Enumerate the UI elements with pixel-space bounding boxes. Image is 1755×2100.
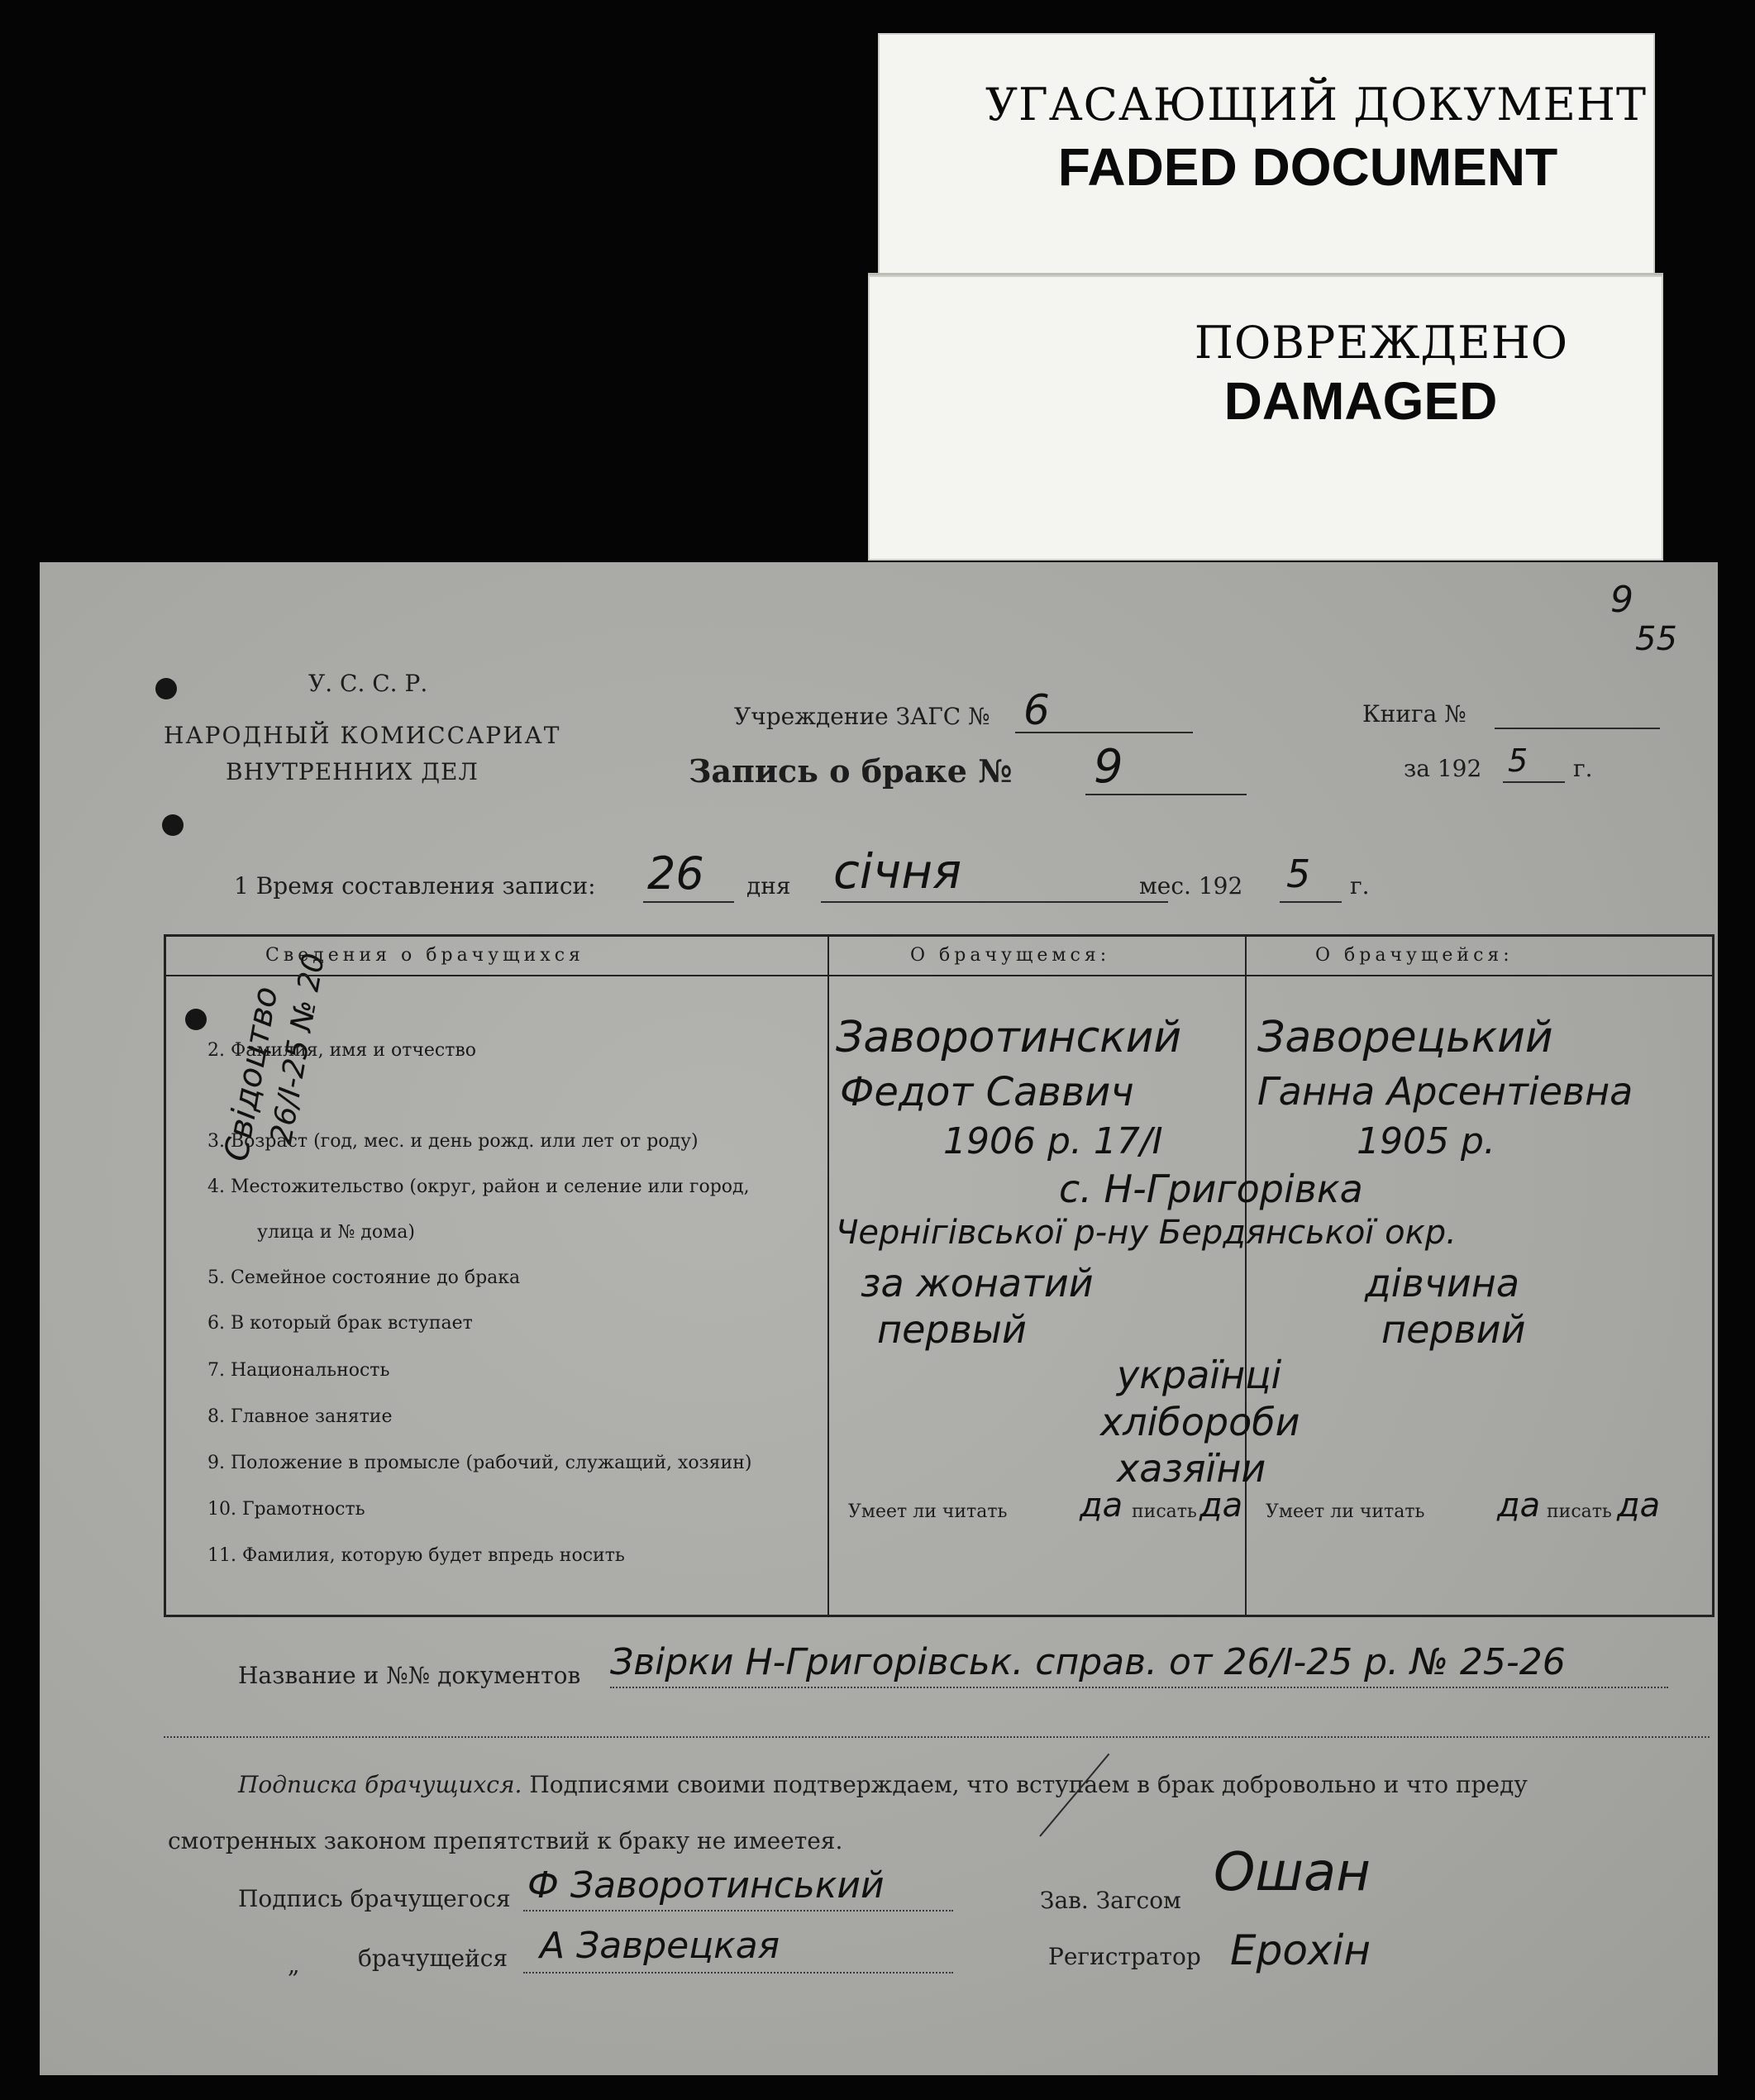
occupation-value: хлібороби xyxy=(1100,1400,1300,1444)
row-label-marital: 5. Семейное состояние до брака xyxy=(207,1267,521,1288)
row-label-residence: 4. Местожительство (округ, район и селение или город, xyxy=(207,1176,750,1197)
row-label-name: 2. Фамилия, имя и отчество xyxy=(207,1040,477,1061)
row-label-literacy: 10. Грамотность xyxy=(207,1499,365,1520)
margin-note-line-1: Свідоцтво xyxy=(217,983,286,1164)
documents-value: Звірки Н-Григорівськ. справ. от 26/І-25 р. № 25-26 xyxy=(610,1641,1566,1683)
year-suffix: г. xyxy=(1573,755,1593,782)
faded-label-ru: УГАСАЮЩИЙ ДОКУМЕНТ xyxy=(985,79,1648,131)
zags-label: Учреждение ЗАГС № xyxy=(734,703,990,730)
damaged-document-label xyxy=(868,273,1663,561)
header-bride: О брачущейся: xyxy=(1315,945,1514,966)
registrar-signature-label: Регистратор xyxy=(1048,1943,1201,1970)
record-number: 9 xyxy=(1094,740,1123,794)
header-groom: О брачущемся: xyxy=(910,945,1111,966)
bride-literacy-label: Умеет ли читать xyxy=(1266,1501,1425,1522)
faded-document-label xyxy=(878,33,1655,281)
groom-signature: Ф Заворотинський xyxy=(527,1864,885,1907)
bride-signature: А Заврецкая xyxy=(540,1925,780,1967)
time-day-word: дня xyxy=(746,872,791,900)
commissariat-line-1: НАРОДНЫЙ КОМИССАРИАТ xyxy=(164,722,561,749)
year-value: 5 xyxy=(1508,742,1528,779)
groom-given-name: Федот Саввич xyxy=(840,1069,1134,1115)
registrar-signature: Ерохін xyxy=(1230,1926,1371,1974)
bride-write: да xyxy=(1617,1487,1661,1525)
bride-signature-label: брачущейся xyxy=(358,1945,508,1972)
row-label-future-surname: 11. Фамилия, которую будет впредь носить xyxy=(207,1545,625,1566)
record-title: Запись о браке № xyxy=(689,752,1013,790)
documents-label: Название и №№ документов xyxy=(238,1662,581,1689)
damaged-label-en: DAMAGED xyxy=(1223,371,1498,431)
marriage-record-sheet xyxy=(40,562,1718,2075)
residence-district: Чернігівської р-ну Бердянської окр. xyxy=(836,1214,1457,1252)
binding-hole xyxy=(155,678,177,699)
row-label-position: 9. Положение в промысле (рабочий, служащий, хозяин) xyxy=(207,1453,752,1473)
nationality-value: українці xyxy=(1117,1353,1282,1397)
bride-surname: Заворецький xyxy=(1257,1013,1553,1062)
margin-note-line-2: 26/І-25 № 20 xyxy=(265,951,331,1148)
ussr-header: У. С. С. Р. xyxy=(308,670,428,697)
groom-surname: Заворотинский xyxy=(836,1013,1182,1062)
binding-hole xyxy=(162,814,184,836)
row-label-age: 3. Возраст (год, мес. и день рожд. или лет от роду) xyxy=(207,1131,699,1152)
year-label: за 192 xyxy=(1404,755,1482,782)
time-day: 26 xyxy=(647,847,704,900)
head-signature: Ошан xyxy=(1214,1842,1371,1903)
pledge-line-1 xyxy=(238,1771,1528,1798)
row-label-which-marriage: 6. В который брак вступает xyxy=(207,1313,473,1334)
bride-marital: дівчина xyxy=(1365,1261,1520,1305)
header-info: Сведения о брачущихся xyxy=(265,945,584,966)
groom-marital: за жонатий xyxy=(861,1261,1094,1305)
time-month-word: мес. 192 xyxy=(1139,872,1243,900)
residence-village: с. Н-Григорівка xyxy=(1059,1167,1363,1211)
commissariat-line-2: ВНУТРЕННИХ ДЕЛ xyxy=(226,758,479,785)
pledge-heading: Подписка брачущихся. xyxy=(238,1771,522,1798)
row-label-nationality: 7. Национальность xyxy=(207,1360,390,1381)
bride-read: да xyxy=(1497,1487,1541,1525)
bride-quote: „ xyxy=(288,1951,300,1978)
groom-literacy-label: Умеет ли читать xyxy=(848,1501,1008,1522)
pledge-line-2: смотренных законом препятствий к браку не имеетея. xyxy=(168,1827,843,1854)
time-year: 5 xyxy=(1286,852,1311,896)
pledge-text: Подписями своими подтверждаем, что вступаем в брак добровольно и что преду xyxy=(529,1771,1528,1798)
zags-number: 6 xyxy=(1023,686,1050,734)
groom-signature-label: Подпись брачущегося xyxy=(238,1885,511,1912)
groom-read: да xyxy=(1080,1487,1123,1525)
time-label: 1 Время составления записи: xyxy=(234,872,596,900)
groom-birth: 1906 р. 17/І xyxy=(943,1120,1163,1162)
bride-which-marriage: первий xyxy=(1381,1307,1526,1352)
bride-write-label: писать xyxy=(1547,1501,1612,1522)
page-number: 9 xyxy=(1610,579,1633,621)
groom-write: да xyxy=(1199,1487,1243,1525)
faded-label-en: FADED DOCUMENT xyxy=(1057,137,1558,197)
damaged-label-ru: ПОВРЕЖДЕНО xyxy=(1194,317,1569,369)
row-label-occupation: 8. Главное занятие xyxy=(207,1406,393,1427)
book-label: Книга № xyxy=(1362,700,1466,728)
time-suffix: г. xyxy=(1350,872,1370,900)
position-value: хазяїни xyxy=(1117,1446,1266,1491)
bride-birth: 1905 р. xyxy=(1357,1120,1495,1162)
groom-write-label: писать xyxy=(1132,1501,1197,1522)
page-number-alt: 55 xyxy=(1635,620,1677,658)
row-label-street: улица и № дома) xyxy=(257,1222,415,1243)
groom-which-marriage: первый xyxy=(877,1307,1027,1352)
head-signature-label: Зав. Загсом xyxy=(1040,1887,1181,1914)
marriage-info-table xyxy=(164,934,1714,1617)
bride-given-name: Ганна Арсентіевна xyxy=(1257,1069,1633,1114)
time-month: січня xyxy=(833,843,962,900)
